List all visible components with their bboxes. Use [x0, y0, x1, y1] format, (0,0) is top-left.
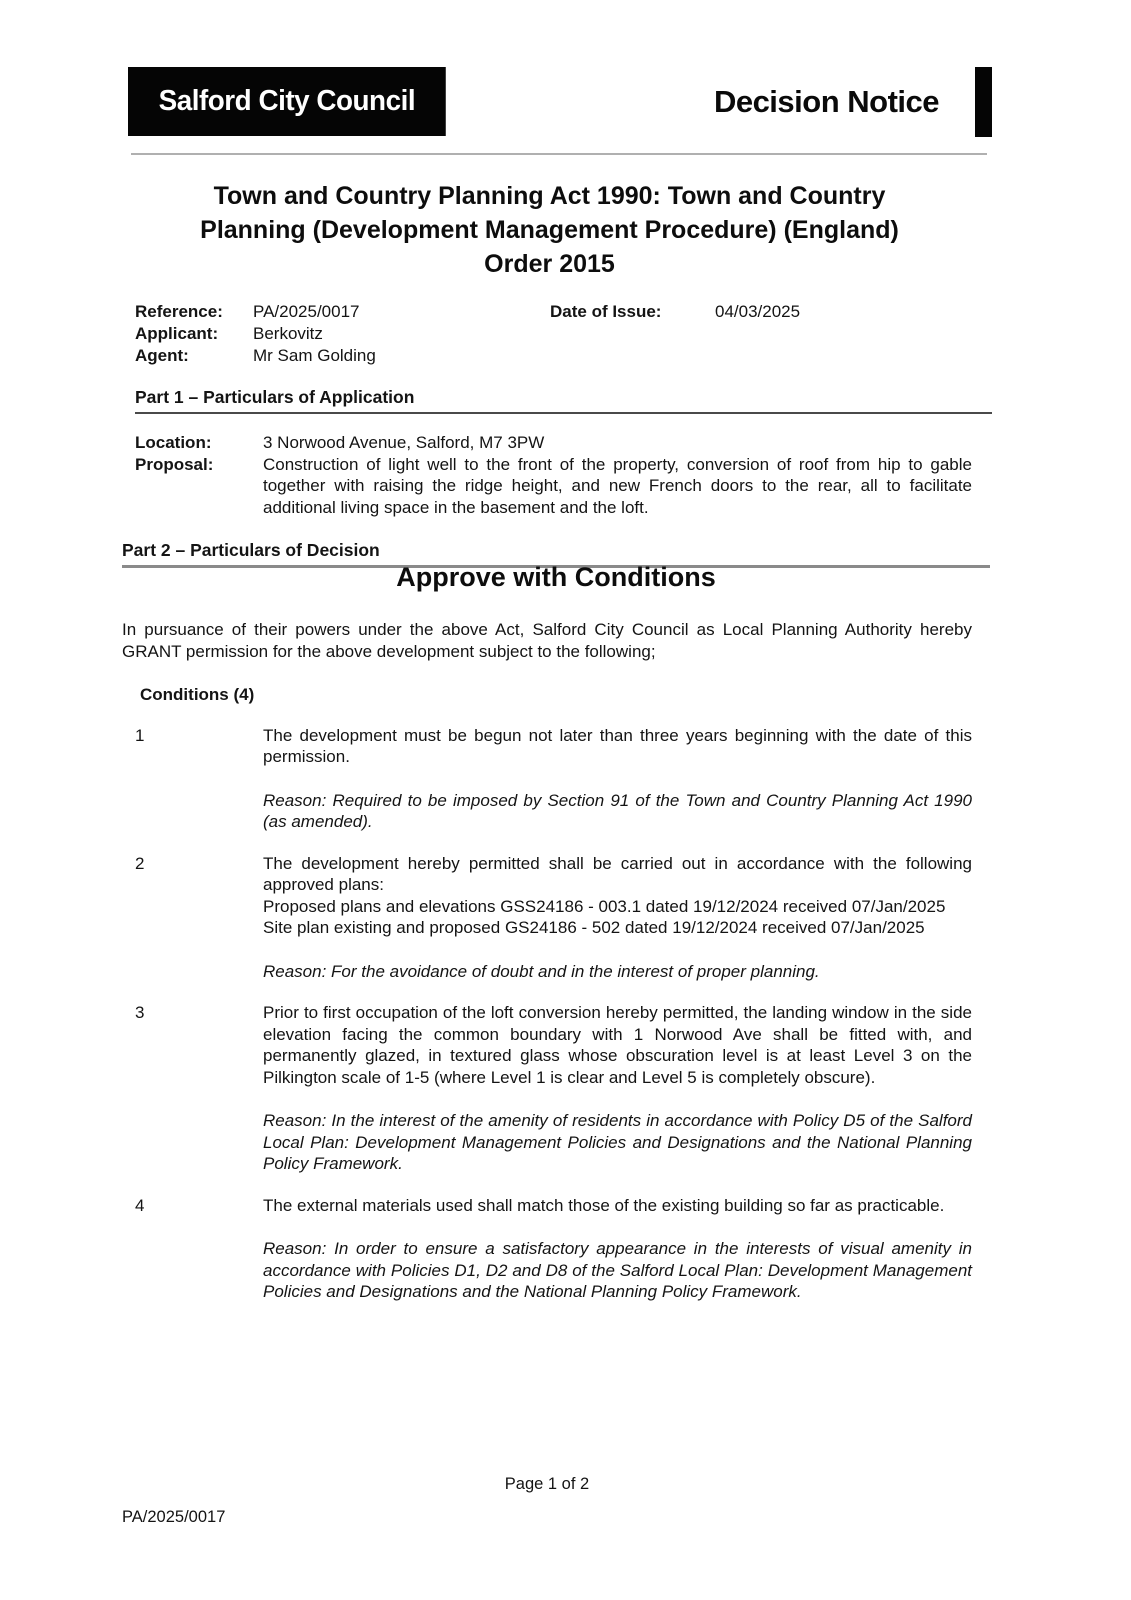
date-of-issue-label: Date of Issue: — [550, 302, 662, 321]
meta-row-reference — [135, 301, 990, 323]
application-meta — [135, 301, 990, 367]
page-title-line-1: Town and Country Planning Act 1990: Town and Country — [213, 182, 886, 210]
date-of-issue-value: 04/03/2025 — [715, 302, 801, 321]
page-title-line-3: Order 2015 — [484, 250, 615, 278]
condition-number: 4 — [135, 1195, 145, 1215]
page-title-line-2: Planning (Development Management Procedure) (England) — [200, 216, 899, 244]
applicant-label: Applicant: — [135, 324, 219, 343]
condition-number: 2 — [135, 853, 145, 873]
council-logo-text: Salford City Council — [158, 85, 416, 117]
part1-heading: Part 1 – Particulars of Application — [135, 387, 992, 414]
condition-number: 3 — [135, 1003, 145, 1022]
header-accent-bar — [975, 67, 992, 137]
header-divider — [131, 153, 987, 155]
condition-reason: Reason: In order to ensure a satisfactory appearance in the interests of visual amenity in accordance with Policies D1, D2 and D8 of the Salford Local Plan: Development Management Policies and Designations and the National Planning Policy Framework. — [263, 1239, 972, 1301]
condition-reason: Reason: For the avoidance of doubt and in the interest of proper planning. — [263, 961, 820, 981]
agent-label: Agent: — [135, 346, 189, 365]
part1-details — [135, 432, 972, 518]
reference-value: PA/2025/0017 — [253, 302, 360, 321]
condition-body — [263, 1195, 972, 1323]
condition-reason: Reason: In the interest of the amenity of residents in accordance with Policy D5 of the Salford Local Plan: Development Management Policies and Designations and the National Planning Policy Framework. — [263, 1111, 972, 1173]
location-value: 3 Norwood Avenue, Salford, M7 3PW — [263, 433, 545, 452]
condition-text: The development hereby permitted shall be carried out in accordance with the following approved plans: — [263, 853, 972, 894]
decision-intro-paragraph: In pursuance of their powers under the above Act, Salford City Council as Local Planning Authority hereby GRANT permission for the above development subject to the following; — [122, 620, 972, 661]
proposal-value: Construction of light well to the front of the property, conversion of roof from hip to gable together with raising the ridge height, and new French doors to the rear, all to facilitate additional living space in the basement and the loft. — [263, 454, 972, 517]
condition-number: 1 — [135, 725, 145, 745]
meta-row-agent — [135, 345, 990, 367]
page-title — [122, 179, 977, 281]
conditions-section — [122, 684, 990, 1323]
council-logo — [128, 67, 446, 136]
meta-row-applicant — [135, 323, 990, 345]
condition-body — [263, 1002, 972, 1195]
page-number: Page 1 of 2 — [504, 1475, 590, 1493]
condition-plan-line: Proposed plans and elevations GSS24186 - 003.1 dated 19/12/2024 received 07/Jan/2025 — [263, 896, 946, 916]
decision-outcome: Approve with Conditions — [396, 562, 716, 592]
condition-text: The development must be begun not later than three years beginning with the date of this permission. — [263, 725, 972, 766]
conditions-heading: Conditions (4) — [140, 685, 255, 704]
condition-text: The external materials used shall match those of the existing building so far as practicable. — [263, 1195, 945, 1215]
condition-body — [263, 725, 972, 853]
proposal-label: Proposal: — [135, 454, 214, 474]
reference-label: Reference: — [135, 302, 223, 321]
location-label: Location: — [135, 433, 212, 452]
header-right — [714, 67, 992, 137]
condition-row-1 — [122, 725, 990, 853]
condition-row-3 — [122, 1002, 990, 1195]
part2-heading: Part 2 – Particulars of Decision — [122, 540, 990, 568]
condition-plan-line: Site plan existing and proposed GS24186 - 502 dated 19/12/2024 received 07/Jan/2025 — [263, 918, 925, 937]
condition-row-2 — [122, 853, 990, 1003]
condition-reason: Reason: Required to be imposed by Section 91 of the Town and Country Planning Act 1990 (as amended). — [263, 790, 972, 831]
header — [128, 66, 992, 137]
applicant-value: Berkovitz — [253, 324, 323, 343]
agent-value: Mr Sam Golding — [253, 346, 376, 365]
condition-text: Prior to first occupation of the loft conversion hereby permitted, the landing window in the side elevation facing the common boundary with 1 Norwood Ave shall be fitted with, and permanently glazed, in textured glass whose obscuration level is at least Level 3 on the Pilkington scale of 1-5 (where Level 1 is clear and Level 5 is completely obscure). — [263, 1003, 972, 1087]
document-type-title: Decision Notice — [713, 83, 939, 119]
condition-row-4 — [122, 1195, 990, 1323]
condition-body — [263, 853, 972, 1003]
footer-reference: PA/2025/0017 — [122, 1508, 226, 1526]
